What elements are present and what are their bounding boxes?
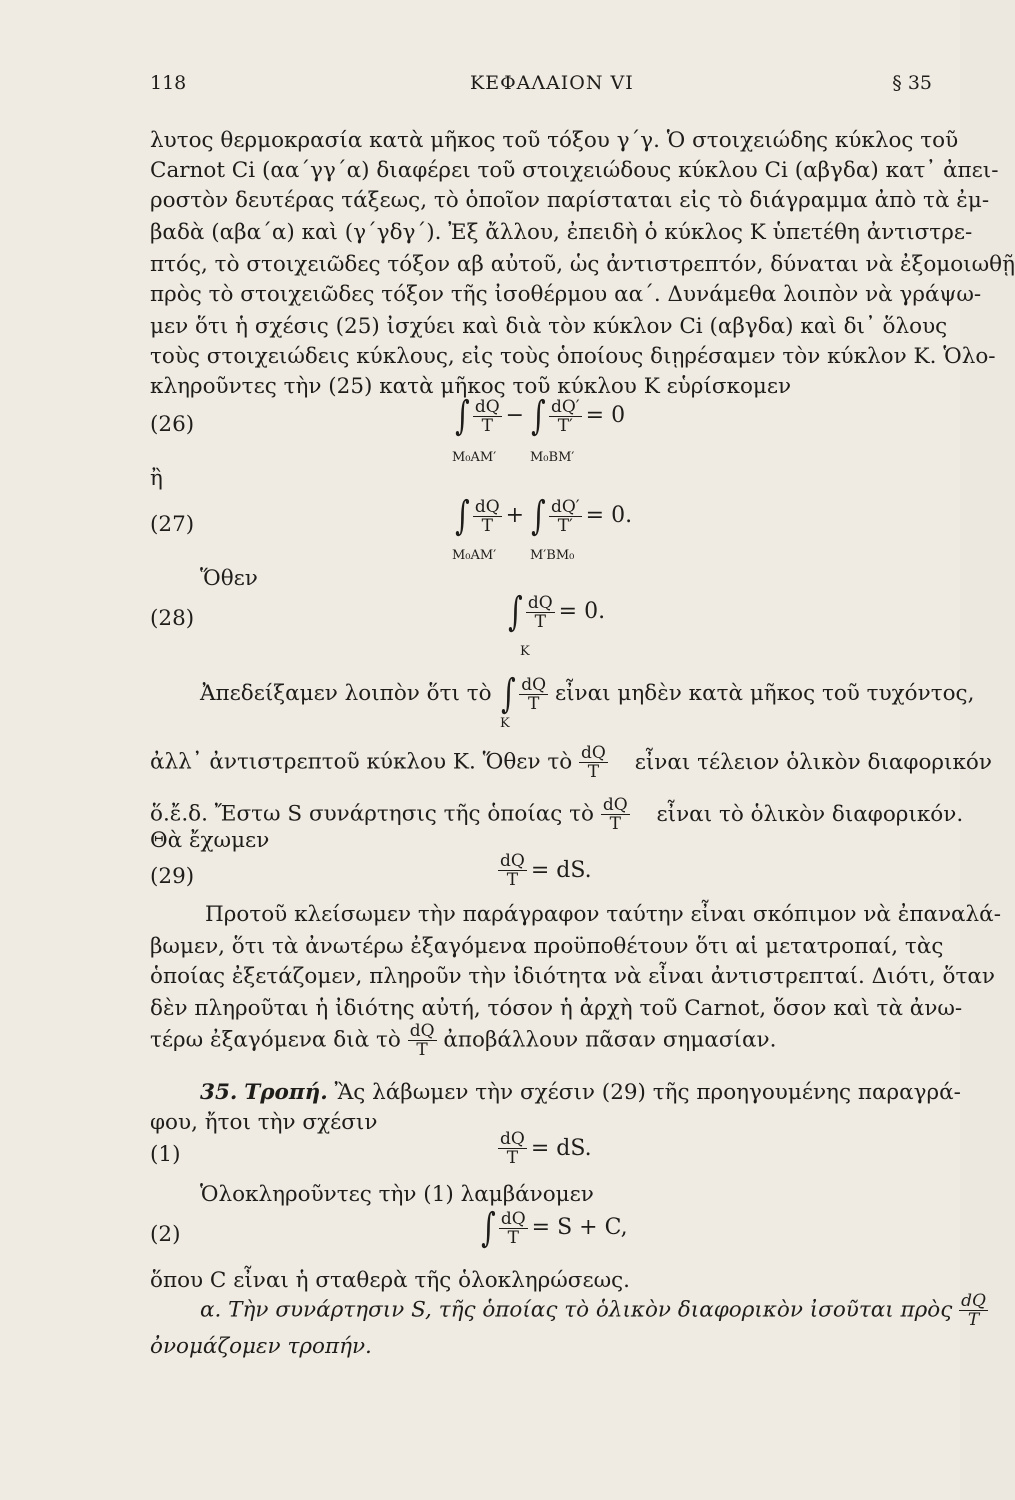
equation-label: (27)	[150, 512, 195, 537]
integral-sign: ∫	[508, 589, 523, 635]
fraction: $\frac{dQ}{T}$	[602, 795, 628, 834]
integral-sign: ∫	[481, 1205, 496, 1251]
fraction: $\frac{dQ}{T}$	[409, 1021, 435, 1060]
integral-subscript: M₀AM′	[452, 548, 497, 563]
equation-1: $\frac{dQ}{T}$ = dS.	[500, 1129, 592, 1168]
fraction: $\frac{dQ}{T}$	[961, 1291, 986, 1330]
text-line: λυτος θερμοκρασία κατὰ μῆκος τοῦ τόξου γ΄γ. Ὁ στοιχειώδης κύκλος τοῦ	[150, 128, 959, 153]
equation-label: (26)	[150, 412, 195, 437]
text-line: ὀνομάζομεν τροπήν.	[150, 1334, 372, 1359]
integral-subscript: M₀BM′	[530, 450, 575, 465]
text-line: μεν ὅτι ἡ σχέσις (25) ἰσχύει καὶ διὰ τὸν κύκλον Ci (αβγδα) καὶ δι᾿ ὅλους	[150, 314, 948, 339]
integral-sign: ∫	[531, 493, 546, 539]
fraction: $\frac{dQ}{T}$	[500, 851, 525, 890]
section-heading-line: 35. Τροπή. Ἂς λάβωμεν τὴν σχέσιν (29) τῆς προηγουμένης παραγρά-	[200, 1080, 961, 1105]
conjunction: ἢ	[150, 466, 163, 491]
text-line: ροστὸν δευτέρας τάξεως, τὸ ὁποῖον παρίσταται εἰς τὸ διάγραμμα ἀπὸ τὰ ἐμ-	[150, 188, 990, 213]
fraction: $\frac{dQ}{T}$	[527, 592, 553, 632]
page-header	[150, 72, 932, 102]
text-line-with-integral: Ἀπεδείξαμεν λοιπὸν ὅτι τὸ ∫ $\frac{dQ}{T}$ εἶναι μηδὲν κατὰ μῆκος τοῦ τυχόντος,	[200, 671, 975, 717]
text-line: ὅπου C εἶναι ἡ σταθερὰ τῆς ὁλοκληρώσεως.	[150, 1268, 631, 1293]
equation-label: (28)	[150, 606, 195, 631]
section-number: 35.	[200, 1080, 238, 1105]
equation-2: ∫ $\frac{dQ}{T}$ = S + C,	[481, 1205, 628, 1251]
integral-subscript: M′BM₀	[530, 548, 575, 563]
fraction: $\frac{dQ'}{T'}$	[550, 496, 580, 536]
integral-subscript: K	[500, 716, 510, 731]
definition-line: α. Τὴν συνάρτησιν S, τῆς ὁποίας τὸ ὁλικὸν διαφορικὸν ἰσοῦται πρὸς $\frac{dQ}{T}$	[200, 1291, 986, 1330]
fraction: $\frac{dQ}{T}$	[500, 1129, 525, 1168]
integral-subscript: K	[520, 644, 530, 659]
text-line: βωμεν, ὅτι τὰ ἀνωτέρω ἐξαγόμενα προϋποθέτουν ὅτι αἱ μετατροπαί, τὰς	[150, 934, 944, 959]
text-line: βαδὰ (αβα΄α) καὶ (γ΄γδγ΄). Ἐξ ἄλλου, ἐπειδὴ ὁ κύκλος Κ ὑπετέθη ἀντιστρε-	[150, 220, 973, 245]
fraction: $\frac{dQ}{T}$	[474, 396, 500, 436]
integral-sign: ∫	[501, 671, 517, 717]
text-line-with-fraction: ἀλλ᾿ ἀντιστρεπτοῦ κύκλου Κ. Ὅθεν τὸ $\frac{dQ}{T}$ εἶναι τέλειον ὁλικὸν διαφορικόν	[150, 743, 992, 782]
integral-sign: ∫	[455, 493, 470, 539]
page-number: 118	[150, 72, 187, 94]
text-line: δὲν πληροῦται ἡ ἰδιότης αὐτή, τόσον ἡ ἀρχὴ τοῦ Carnot, ὅσον καὶ τὰ ἀνω-	[150, 996, 963, 1021]
text-line: πτός, τὸ στοιχειῶδες τόξον αβ αὐτοῦ, ὡς ἀντιστρεπτόν, δύναται νὰ ἐξομοιωθῇ	[150, 252, 1015, 277]
equation-27: ∫ $\frac{dQ}{T}$ + ∫ $\frac{dQ'}{T'}$ = 0.	[455, 493, 633, 539]
section-title: Τροπή.	[244, 1080, 328, 1105]
fraction: $\frac{dQ}{T}$	[474, 496, 500, 536]
text-line: Ὅθεν	[200, 566, 258, 591]
equation-29: $\frac{dQ}{T}$ = dS.	[500, 851, 592, 890]
integral-sign: ∫	[531, 393, 546, 439]
equation-28: ∫ $\frac{dQ}{T}$ = 0.	[508, 589, 606, 635]
equation-26: ∫ $\frac{dQ}{T}$ − ∫ $\frac{dQ'}{T'}$ = 0	[455, 393, 626, 439]
chapter-title: ΚΕΦΑΛΑΙΟΝ VI	[470, 72, 634, 94]
text-line: Θὰ ἔχωμεν	[150, 828, 270, 853]
integral-subscript: M₀AM′	[452, 450, 497, 465]
text-line: φου, ἤτοι τὴν σχέσιν	[150, 1110, 378, 1135]
equation-label: (2)	[150, 1222, 181, 1247]
section-marker: § 35	[892, 72, 932, 94]
text-line: Προτοῦ κλείσωμεν τὴν παράγραφον ταύτην εἶναι σκόπιμον νὰ ἐπαναλά-	[205, 902, 1001, 927]
text-line: πρὸς τὸ στοιχειῶδες τόξον τῆς ἰσοθέρμου αα΄. Δυνάμεθα λοιπὸν νὰ γράψω-	[150, 282, 982, 307]
integral-sign: ∫	[455, 393, 470, 439]
fraction: $\frac{dQ'}{T'}$	[550, 396, 580, 436]
fraction: $\frac{dQ}{T}$	[521, 674, 547, 714]
fraction: $\frac{dQ}{T}$	[500, 1208, 526, 1248]
text-line: κληροῦντες τὴν (25) κατὰ μῆκος τοῦ κύκλου Κ εὑρίσκομεν	[150, 374, 792, 399]
equation-label: (29)	[150, 864, 195, 889]
text-line-with-fraction: ὅ.ἔ.δ. Ἔστω S συνάρτησις τῆς ὁποίας τὸ $\frac{dQ}{T}$ εἶναι τὸ ὁλικὸν διαφορικόν.	[150, 795, 964, 834]
equation-label: (1)	[150, 1142, 181, 1167]
text-line: Ὁλοκληροῦντες τὴν (1) λαμβάνομεν	[200, 1182, 594, 1207]
text-line: ὁποίας ἐξετάζομεν, πληροῦν τὴν ἰδιότητα νὰ εἶναι ἀντιστρεπταί. Διότι, ὅταν	[150, 964, 995, 989]
text-line: τοὺς στοιχειώδεις κύκλους, εἰς τοὺς ὁποίους διῃρέσαμεν τὸν κύκλον Κ. Ὁλο-	[150, 344, 996, 369]
fraction: $\frac{dQ}{T}$	[581, 743, 606, 782]
text-line: Carnot Ci (αα΄γγ΄α) διαφέρει τοῦ στοιχειώδους κύκλου Ci (αβγδα) κατ᾿ ἀπει-	[150, 158, 999, 183]
text-line-with-fraction: τέρω ἐξαγόμενα διὰ τὸ $\frac{dQ}{T}$ ἀποβάλλουν πᾶσαν σημασίαν.	[150, 1021, 777, 1060]
